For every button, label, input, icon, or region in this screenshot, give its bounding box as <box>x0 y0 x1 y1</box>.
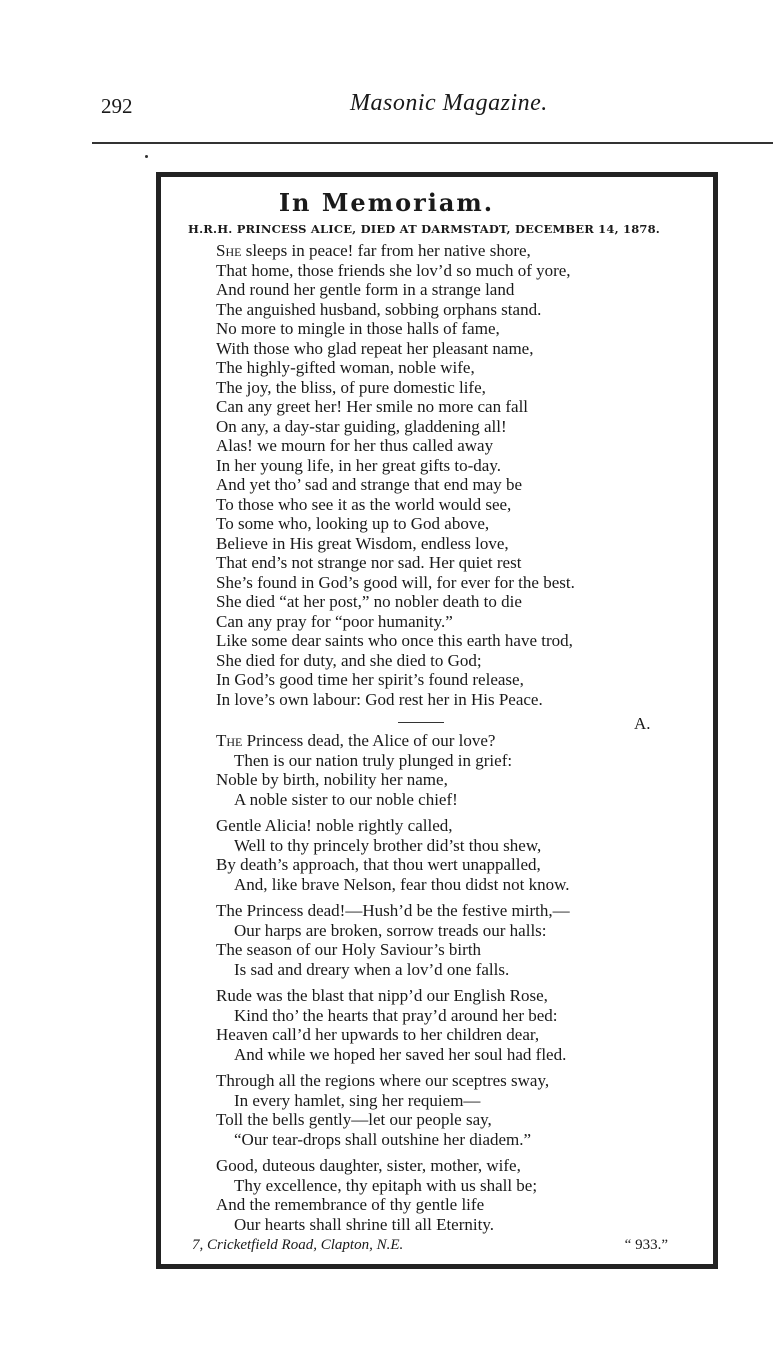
poem-line <box>216 651 676 671</box>
poem-line <box>216 770 686 790</box>
poem-line <box>216 940 686 960</box>
poem-line <box>216 534 676 554</box>
poem-stanza <box>216 816 686 894</box>
poem-line-text: Then is our nation truly plunged in grief: <box>234 750 513 770</box>
poem-one-signature: A. <box>634 714 651 733</box>
poem-line-text: Through all the regions where our sceptres sway, <box>216 1071 550 1090</box>
poem-line-text: The season of our Holy Saviour’s birth <box>216 940 482 959</box>
poem-line <box>216 300 676 320</box>
poem-line-text: Alas! we mourn for her thus called away <box>216 436 494 455</box>
poem-line-text: “Our tear-drops shall outshine her diadem.” <box>234 1129 532 1149</box>
poem-line-text: Like some dear saints who once this earth have trod, <box>216 631 573 650</box>
poem-line <box>216 319 676 339</box>
poem-line-text: Believe in His great Wisdom, endless love, <box>216 533 509 553</box>
poem-one <box>216 241 676 709</box>
poem-line <box>216 417 676 437</box>
poem-line-text: Can any pray for “poor humanity.” <box>216 611 453 631</box>
poem-line <box>216 790 686 810</box>
poem-line-text: Rude was the blast that nipp’d our English Rose, <box>216 986 548 1005</box>
poem-line-text: In every hamlet, sing her requiem— <box>234 1090 481 1110</box>
magazine-title: Masonic Magazine. <box>350 90 548 116</box>
poem-line <box>216 573 676 593</box>
poem-line <box>216 1215 686 1235</box>
poem-line-text: Good, duteous daughter, sister, mother, wife, <box>216 1156 521 1175</box>
poem-line-text: Well to thy princely brother did’st thou shew, <box>234 835 542 855</box>
poem-stanza <box>216 901 686 979</box>
poem-line <box>216 397 676 417</box>
poem-line-text: In love’s own labour: God rest her in His Peace. <box>216 689 543 709</box>
poem-line <box>216 1176 686 1196</box>
frame-right-border <box>713 173 717 1268</box>
poem-line-text: sleeps in peace! far from her native shore, <box>241 241 531 260</box>
poem-line <box>216 261 676 281</box>
poem-line-text: She died for duty, and she died to God; <box>216 650 482 670</box>
poem-line-text: And, like brave Nelson, fear thou didst not know. <box>234 874 570 894</box>
poem-line <box>216 690 676 710</box>
author-pseudonym: “ 933.” <box>624 1237 668 1253</box>
poem-line-text: Noble by birth, nobility her name, <box>216 770 448 789</box>
poem-line-text: In her young life, in her great gifts to-day. <box>216 455 501 475</box>
poem-line <box>216 751 686 771</box>
poem-line <box>216 921 686 941</box>
poem-line-text: The anguished husband, sobbing orphans stand. <box>216 299 542 319</box>
poem-line <box>216 1091 686 1111</box>
poem-line-text: No more to mingle in those halls of fame, <box>216 319 500 338</box>
article-footer <box>192 1237 668 1259</box>
poem-line <box>216 378 676 398</box>
poem-line <box>216 1195 686 1215</box>
poem-line-text: The joy, the bliss, of pure domestic life, <box>216 377 486 397</box>
poem-line-text: To those who see it as the world would see, <box>216 494 512 514</box>
poem-line <box>216 514 676 534</box>
poem-line <box>216 475 676 495</box>
poem-line <box>216 855 686 875</box>
poem-line <box>216 901 686 921</box>
article-subtitle: H.R.H. PRINCESS ALICE, DIED AT DARMSTADT, DECEMBER 14, 1878. <box>188 222 661 236</box>
poem-line <box>216 1130 686 1150</box>
poem-line <box>216 631 676 651</box>
running-head <box>0 0 773 150</box>
poem-line <box>216 339 676 359</box>
poem-stanza <box>216 986 686 1064</box>
poem-line-text: Our hearts shall shrine till all Eternity. <box>234 1214 494 1234</box>
poem-stanza <box>216 1071 686 1149</box>
poem-line-text: She died “at her post,” no nobler death to die <box>216 592 522 611</box>
frame-top-border <box>157 173 717 177</box>
poem-line-text: A noble sister to our noble chief! <box>234 789 458 809</box>
poem-line-text: Gentle Alicia! noble rightly called, <box>216 816 453 835</box>
poem-line-text: To some who, looking up to God above, <box>216 514 490 533</box>
poem-line <box>216 875 686 895</box>
poem-line-text: The Princess dead!—Hush’d be the festive mirth,— <box>216 901 570 920</box>
poem-line <box>216 358 676 378</box>
poem-line <box>216 670 676 690</box>
poem-line-text: Thy excellence, thy epitaph with us shall be; <box>234 1175 538 1195</box>
poem-line <box>216 436 676 456</box>
poem-line-text: By death’s approach, that thou wert unappalled, <box>216 855 541 874</box>
poem-separator-rule <box>398 722 444 723</box>
poem-line-text: That end’s not strange nor sad. Her quiet rest <box>216 553 522 572</box>
poem-line-text: In God’s good time her spirit’s found release, <box>216 670 524 689</box>
page-number: 292 <box>101 94 133 118</box>
poem-line <box>216 836 686 856</box>
poem-line <box>216 1071 686 1091</box>
poem-line-text: And round her gentle form in a strange land <box>216 280 515 299</box>
poem-line <box>216 1110 686 1130</box>
poem-line-text: Is sad and dreary when a lov’d one falls. <box>234 959 510 979</box>
poem-line-text: She’s found in God’s good will, for ever for the best. <box>216 572 575 592</box>
poem-line-text: And while we hoped her saved her soul had fled. <box>234 1044 567 1064</box>
poem-stanza <box>216 731 686 809</box>
article-heading: In Memoriam. <box>278 188 495 217</box>
poem-line-text: With those who glad repeat her pleasant name, <box>216 338 534 358</box>
poem-line <box>216 280 676 300</box>
poem-line-text: Can any greet her! Her smile no more can fall <box>216 397 529 416</box>
poem-line <box>216 960 686 980</box>
poem-line-text: Kind tho’ the hearts that pray’d around her bed: <box>234 1005 558 1025</box>
poem-line <box>216 456 676 476</box>
header-rule <box>92 142 773 144</box>
poem-line-initial-word: She <box>216 241 242 260</box>
poem-line <box>216 612 676 632</box>
frame-left-border <box>157 173 161 1268</box>
ink-speck <box>145 155 148 158</box>
author-address: 7, Cricketfield Road, Clapton, N.E. <box>192 1237 404 1253</box>
poem-line <box>216 731 686 751</box>
poem-line <box>216 241 676 261</box>
poem-line <box>216 1156 686 1176</box>
poem-line-text: The highly-gifted woman, noble wife, <box>216 358 475 377</box>
poem-line-text: And the remembrance of thy gentle life <box>216 1195 485 1214</box>
poem-line <box>216 1006 686 1026</box>
poem-line-text: And yet tho’ sad and strange that end may be <box>216 475 523 494</box>
frame-bottom-border <box>157 1264 717 1268</box>
poem-line <box>216 816 686 836</box>
poem-line <box>216 1045 686 1065</box>
poem-line-text: Toll the bells gently—let our people say, <box>216 1110 492 1129</box>
poem-line <box>216 1025 686 1045</box>
poem-line-text: Heaven call’d her upwards to her children dear, <box>216 1025 540 1044</box>
poem-line <box>216 592 676 612</box>
poem-line <box>216 495 676 515</box>
poem-line <box>216 553 676 573</box>
poem-stanza <box>216 1156 686 1234</box>
poem-line-text: That home, those friends she lov’d so much of yore, <box>216 260 571 280</box>
poem-two <box>216 731 686 1241</box>
poem-line-initial-word: The <box>216 731 243 750</box>
poem-line <box>216 986 686 1006</box>
poem-line-text: Princess dead, the Alice of our love? <box>242 731 496 750</box>
poem-line-text: On any, a day-star guiding, gladdening all! <box>216 416 507 436</box>
poem-line-text: Our harps are broken, sorrow treads our halls: <box>234 920 547 940</box>
